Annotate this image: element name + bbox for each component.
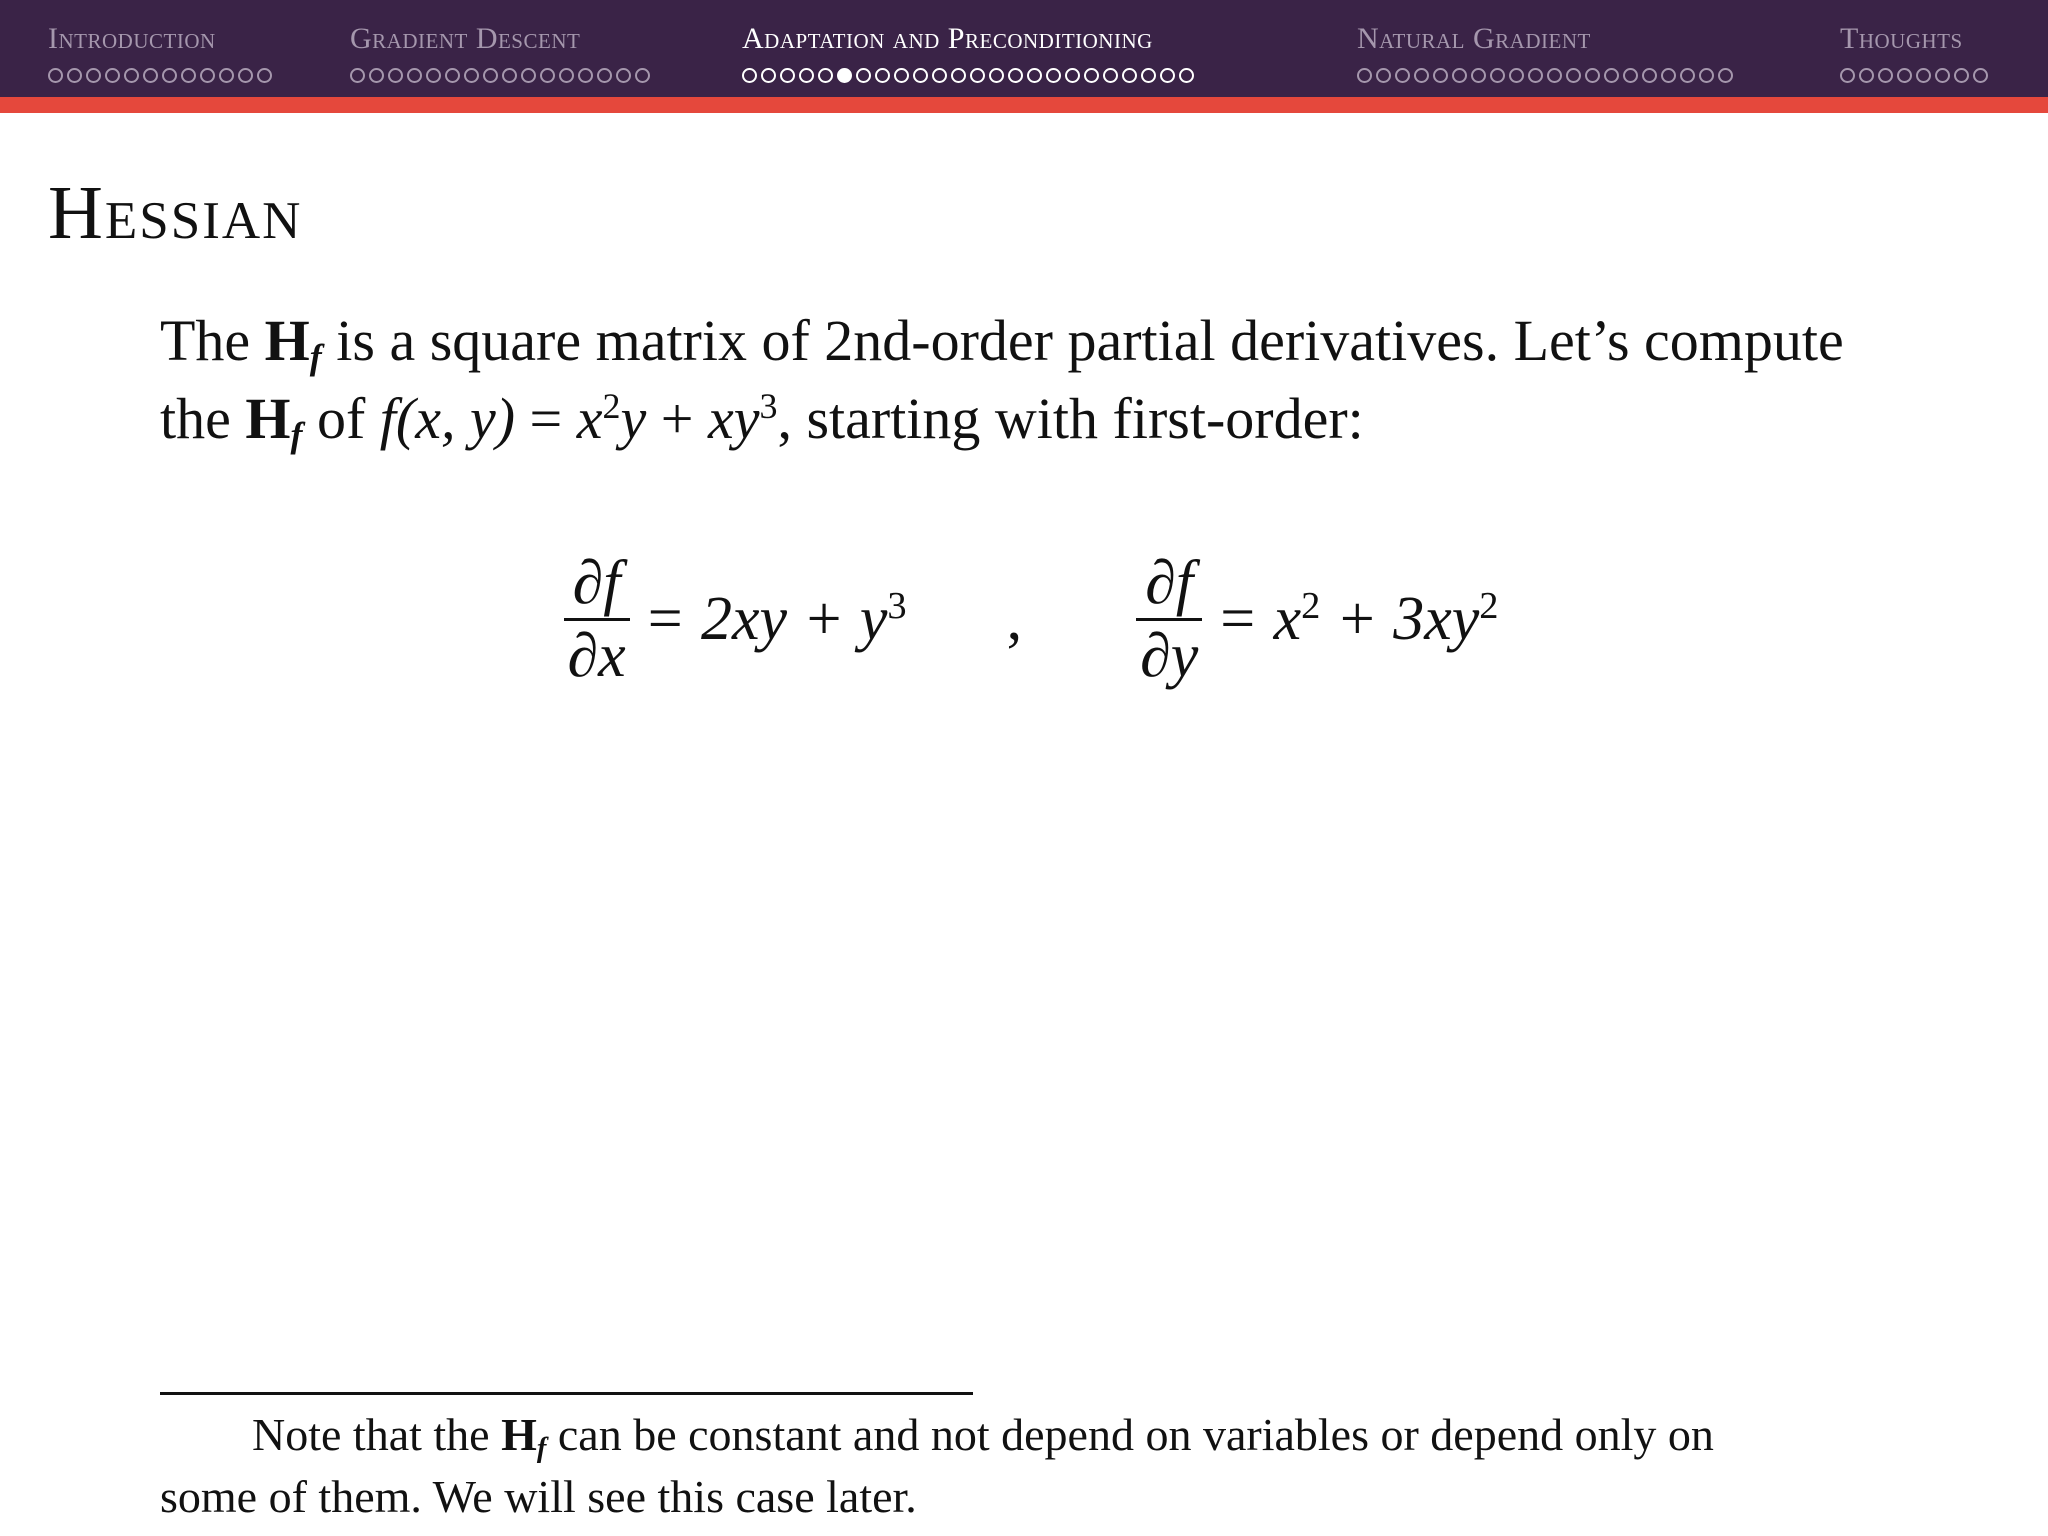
nav-dot[interactable] <box>1027 68 1042 83</box>
nav-dot[interactable] <box>1471 68 1486 83</box>
math-var: x <box>576 386 603 451</box>
nav-dot[interactable] <box>1623 68 1638 83</box>
nav-dot[interactable] <box>1897 68 1912 83</box>
nav-dot[interactable] <box>894 68 909 83</box>
fraction-numerator: ∂f <box>1145 549 1194 617</box>
nav-dot[interactable] <box>388 68 403 83</box>
nav-dot[interactable] <box>502 68 517 83</box>
fraction-df-dx <box>564 548 630 691</box>
nav-dot[interactable] <box>616 68 631 83</box>
nav-dot[interactable] <box>1376 68 1391 83</box>
nav-dot[interactable] <box>989 68 1004 83</box>
equation-separator: , <box>1006 585 1023 653</box>
paragraph-line-1 <box>160 302 1880 380</box>
nav-dot[interactable] <box>200 68 215 83</box>
text-span: of <box>302 386 380 451</box>
nav-dot[interactable] <box>1859 68 1874 83</box>
slide-title: Hessian <box>48 171 303 255</box>
fraction-denominator: ∂x <box>567 622 626 690</box>
nav-dot[interactable] <box>1395 68 1410 83</box>
nav-dot[interactable] <box>1547 68 1562 83</box>
nav-dot[interactable] <box>1680 68 1695 83</box>
nav-dot[interactable] <box>86 68 101 83</box>
nav-dot[interactable] <box>350 68 365 83</box>
nav-dot[interactable] <box>932 68 947 83</box>
nav-dot[interactable] <box>1414 68 1429 83</box>
nav-dot[interactable] <box>1179 68 1194 83</box>
nav-dot[interactable] <box>818 68 833 83</box>
nav-dot[interactable] <box>1452 68 1467 83</box>
nav-dot[interactable] <box>540 68 555 83</box>
fraction-denominator: ∂y <box>1140 622 1199 690</box>
body-paragraph <box>160 302 1880 458</box>
hessian-symbol <box>264 308 322 377</box>
hessian-subscript: f <box>536 1433 547 1465</box>
rhs-text: + 3xy <box>1320 585 1480 653</box>
text-span: can be constant and not depend on variables or depend only on <box>546 1409 1714 1460</box>
nav-dot[interactable] <box>1528 68 1543 83</box>
nav-dot[interactable] <box>1490 68 1505 83</box>
navigation-bar <box>0 0 2048 97</box>
accent-line <box>0 97 2048 113</box>
nav-section-label[interactable]: Thoughts <box>1840 22 1963 55</box>
function-expression: f(x, y) <box>379 386 516 451</box>
nav-dot[interactable] <box>780 68 795 83</box>
nav-dot[interactable] <box>67 68 82 83</box>
nav-dot[interactable] <box>799 68 814 83</box>
hessian-symbol <box>245 386 303 455</box>
nav-dot[interactable] <box>1141 68 1156 83</box>
nav-dot[interactable] <box>257 68 272 83</box>
fraction-df-dy <box>1136 548 1202 691</box>
exponent: 3 <box>887 584 907 627</box>
nav-dot[interactable] <box>1916 68 1931 83</box>
nav-dot[interactable] <box>1008 68 1023 83</box>
text-span: is a square matrix of 2nd-order partial derivatives. Let’s compute <box>321 308 1844 373</box>
nav-dot[interactable] <box>1065 68 1080 83</box>
math-var: xy <box>707 386 760 451</box>
nav-dot[interactable] <box>1160 68 1175 83</box>
hessian-H: H <box>245 386 291 451</box>
nav-dot[interactable] <box>559 68 574 83</box>
paragraph-line-2 <box>160 380 1880 458</box>
nav-dot[interactable] <box>48 68 63 83</box>
hessian-H: H <box>501 1409 537 1460</box>
hessian-H: H <box>264 308 310 373</box>
nav-dot[interactable] <box>951 68 966 83</box>
nav-dot[interactable] <box>162 68 177 83</box>
exponent: 3 <box>759 386 778 427</box>
nav-dot[interactable] <box>1585 68 1600 83</box>
nav-dot[interactable] <box>597 68 612 83</box>
nav-dot[interactable] <box>219 68 234 83</box>
text-span: , starting with first-order: <box>777 386 1364 451</box>
nav-dot[interactable] <box>407 68 422 83</box>
hessian-subscript: f <box>309 336 322 377</box>
hessian-symbol <box>501 1409 547 1465</box>
rhs-text: = x <box>1216 585 1302 653</box>
hessian-subscript: f <box>290 414 303 455</box>
nav-dot[interactable] <box>143 68 158 83</box>
nav-slide-dots <box>1840 68 1988 83</box>
equals-sign: = <box>515 386 577 451</box>
nav-dot[interactable] <box>1509 68 1524 83</box>
nav-dot[interactable] <box>761 68 776 83</box>
nav-dot-current[interactable] <box>837 68 852 83</box>
nav-dot[interactable] <box>464 68 479 83</box>
nav-dot[interactable] <box>1433 68 1448 83</box>
nav-dot[interactable] <box>1084 68 1099 83</box>
equation-rhs-y <box>1216 584 1498 655</box>
nav-section-label[interactable]: Gradient Descent <box>350 22 581 55</box>
plus-sign: + <box>646 386 708 451</box>
text-span: The <box>160 308 265 373</box>
nav-dot[interactable] <box>1973 68 1988 83</box>
exponent: 2 <box>1301 584 1321 627</box>
equation-rhs-x <box>644 584 907 655</box>
nav-dot[interactable] <box>1642 68 1657 83</box>
nav-dot[interactable] <box>1357 68 1372 83</box>
nav-dot[interactable] <box>445 68 460 83</box>
exponent: 2 <box>1479 584 1499 627</box>
nav-dot[interactable] <box>1954 68 1969 83</box>
fraction-numerator: ∂f <box>572 549 621 617</box>
rhs-text: = 2xy + y <box>643 585 888 653</box>
math-var: y <box>620 386 647 451</box>
nav-dot[interactable] <box>1935 68 1950 83</box>
nav-slide-dots <box>48 68 272 83</box>
text-span: the <box>160 386 246 451</box>
nav-dot[interactable] <box>238 68 253 83</box>
nav-slide-dots <box>350 68 650 83</box>
nav-dot[interactable] <box>181 68 196 83</box>
nav-dot[interactable] <box>105 68 120 83</box>
nav-dot[interactable] <box>124 68 139 83</box>
footnote-line-2: some of them. We will see this case later. <box>160 1471 917 1522</box>
exponent: 2 <box>602 386 621 427</box>
nav-section-label[interactable]: Natural Gradient <box>1357 22 1591 55</box>
nav-dot[interactable] <box>1103 68 1118 83</box>
nav-dot[interactable] <box>1122 68 1137 83</box>
nav-dot[interactable] <box>1604 68 1619 83</box>
nav-dot[interactable] <box>1718 68 1733 83</box>
nav-dot[interactable] <box>1661 68 1676 83</box>
nav-dot[interactable] <box>913 68 928 83</box>
nav-dot[interactable] <box>369 68 384 83</box>
nav-dot[interactable] <box>970 68 985 83</box>
derivative-equations <box>0 548 2048 691</box>
nav-dot[interactable] <box>1878 68 1893 83</box>
nav-dot[interactable] <box>635 68 650 83</box>
nav-dot[interactable] <box>483 68 498 83</box>
nav-dot[interactable] <box>521 68 536 83</box>
nav-dot[interactable] <box>426 68 441 83</box>
nav-dot[interactable] <box>578 68 593 83</box>
nav-section-label[interactable]: Adaptation and Preconditioning <box>742 22 1153 55</box>
nav-dot[interactable] <box>1046 68 1061 83</box>
footnote-rule <box>160 1392 973 1395</box>
nav-dot[interactable] <box>875 68 890 83</box>
nav-dot[interactable] <box>1566 68 1581 83</box>
nav-dot[interactable] <box>1699 68 1714 83</box>
nav-dot[interactable] <box>1840 68 1855 83</box>
nav-dot[interactable] <box>856 68 871 83</box>
nav-dot[interactable] <box>742 68 757 83</box>
nav-slide-dots <box>742 68 1194 83</box>
text-span: Note that the <box>252 1409 502 1460</box>
footnote <box>160 1404 1880 1528</box>
nav-section-label[interactable]: Introduction <box>48 22 216 55</box>
nav-slide-dots <box>1357 68 1733 83</box>
footnote-line-1 <box>160 1404 1880 1466</box>
